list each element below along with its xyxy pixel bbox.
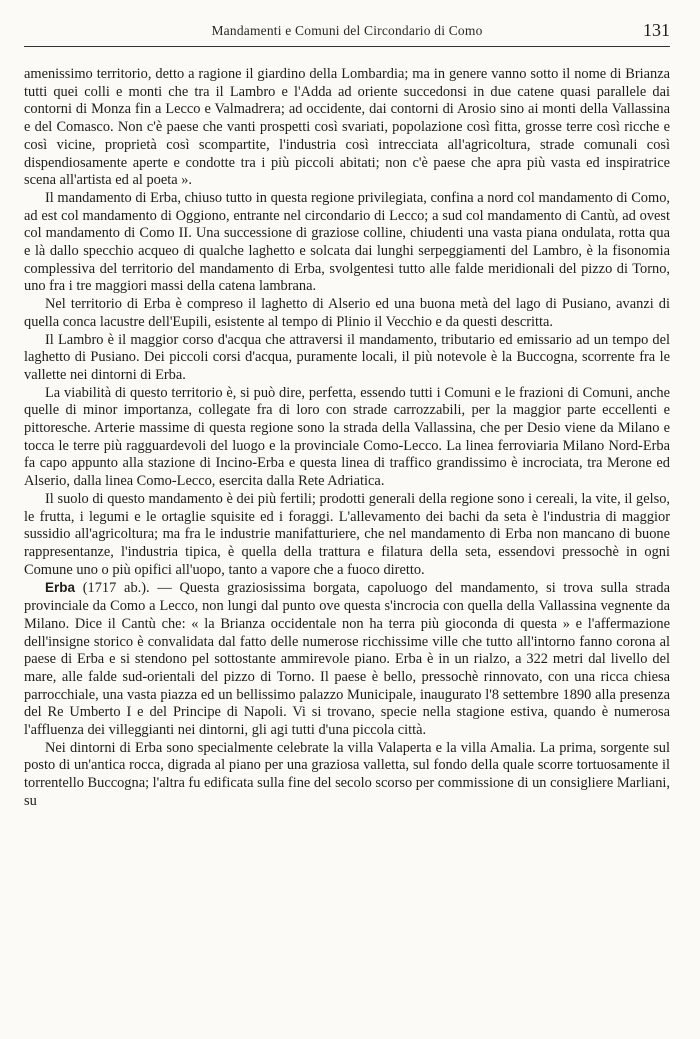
paragraph-laghi [24, 296, 670, 331]
page-number: 131 [643, 20, 670, 40]
page-header [24, 20, 670, 42]
body-text [24, 66, 670, 811]
paragraph-text: Il Lambro è il maggior corso d'acqua che attraversi il mandamento, tributario ed emissario ad un tempo del laghetto di Pusiano. Dei piccoli corsi d'acqua, puramente locali, il più notevole è la Buccogna, scorrente fra le vallette nei dintorni di Erba. [24, 331, 670, 383]
paragraph-erba [24, 579, 670, 739]
running-title: Mandamenti e Comuni del Circondario di Como [211, 23, 483, 38]
paragraph-mandamento-erba [24, 190, 670, 296]
paragraph-dintorni [24, 740, 670, 811]
paragraph-text: (1717 ab.). — Questa graziosissima borgata, capoluogo del mandamento, si trova sulla strada provinciale da Como a Lecco, non lungi dal punto ove questa s'incrocia con quella della Vallassina vegnente da Milano. Dice il Cantù che: « la Brianza occidentale non ha terra più gioconda di questa » e l'affermazione dell'insigne storico è convalidata dal fatto delle numerose ricchissime ville che tutto all'intorno fanno corona al paese di Erba e si stendono pel sottostante ammirevole piano. Erba è in un rialzo, a 322 metri dal livello del mare, alle falde sud-orientali del pizzo di Torno. Il paese è bello, pressochè rinnovato, con una ricca chiesa parrocchiale, una vasta piazza ed un bellissimo palazzo Municipale, inaugurato l'8 settembre 1890 alla presenza del Re Umberto I e del Principe di Napoli. Vi si trovano, specie nella stagione estiva, quando è numerosa l'affluenza dei villeggianti nei dintorni, gli agi tutti d'una piccola città. [24, 580, 670, 739]
paragraph-text: Il mandamento di Erba, chiuso tutto in questa regione privilegiata, confina a nord col mandamento di Como, ad est col mandamento di Oggiono, entrante nel circondario di Lecco; a sud col mandamento di Cantù, ad ovest col mandamento di Como II. Una successione di graziose colline, chiudenti una vasta piana ondulata, rotta qua e là dallo specchio acqueo di qualche laghetto e solcata dai lunghi serpeggiamenti del Lambro, è la fisonomia complessiva del territorio del mandamento di Erba, svolgentesi tutto alle falde meridionali del pizzo di Torno, uno fra i tre maggiori massi della catena lambrana. [24, 189, 670, 295]
paragraph-suolo [24, 491, 670, 580]
paragraph-text: La viabilità di questo territorio è, si può dire, perfetta, essendo tutti i Comuni e le frazioni di Comuni, anche quelle di minor importanza, collegate fra di loro con strade carrozzabili, per la maggior parte eccellenti e pittoresche. Arterie massime di questa regione sono la strada della Vallassina, che per Desio viene da Milano e tocca le terre più ragguardevoli del luogo e la provinciale Como-Lecco. La linea ferroviaria Milano Nord-Erba fa capo appunto alla stazione di Incino-Erba e questa linea di traffico grandissimo è incrociata, tra Merone ed Alserio, dalla linea Como-Lecco, esercita dalla Rete Adriatica. [24, 384, 670, 490]
paragraph-text: Nel territorio di Erba è compreso il laghetto di Alserio ed una buona metà del lago di Pusiano, avanzi di quella conca lacustre dell'Eupili, esistente al tempo di Plinio il Vecchio e da questi descritta. [24, 296, 670, 330]
entry-heading: Erba [45, 580, 76, 596]
paragraph-text: Nei dintorni di Erba sono specialmente celebrate la villa Valaperta e la villa Amalia. La prima, sorgente sul posto di un'antica rocca, digrada al piano per una graziosa valletta, sul fondo della quale scorre tortuosamente il torrentello Buccogna; l'altra fu edificata sulla fine del secolo scorso per commissione di un consigliere Marliani, su [24, 739, 670, 809]
paragraph-continuation [24, 66, 670, 190]
paragraph-lambro [24, 332, 670, 385]
paragraph-viabilita [24, 385, 670, 491]
paragraph-text: amenissimo territorio, detto a ragione il giardino della Lombardia; ma in genere vanno sotto il nome di Brianza tutti quei colli e monti che tra il Lambro e l'Adda ad oriente succedonsi in due catene quasi parallele dai contorni di Monza fin a Lecco e Valmadrera; ad occidente, dai contorni di Arosio sino ai monti della Vallassina e del Comasco. Non c'è paese che vanti prospetti così svariati, popolazione così fitta, grosse terre così ricche e così vicine, proprietà così scompartite, l'industria così intrecciata all'agricoltura, strade comunali così dispendiosamente aperte e condotte tra i più piccoli abitati; non c'è paese che apra più vasta ed inspiratrice scena all'artista ed al poeta ». [24, 66, 670, 189]
paragraph-text: Il suolo di questo mandamento è dei più fertili; prodotti generali della regione sono i cereali, la vite, il gelso, le frutta, i legumi e le ortaglie squisite ed i foraggi. L'allevamento dei bachi da seta è l'industria di maggior sussidio all'agricoltura; ma fra le industrie manifatturiere, che nel mandamento di Erba non mancano di buone rappresentanze, l'industria tipica, è quella della trattura e filatura della seta, essendovi pressochè in ogni Comune uno o più opifici all'uopo, tanto a vapore che a fuoco diretto. [24, 490, 670, 578]
header-rule [24, 46, 670, 47]
